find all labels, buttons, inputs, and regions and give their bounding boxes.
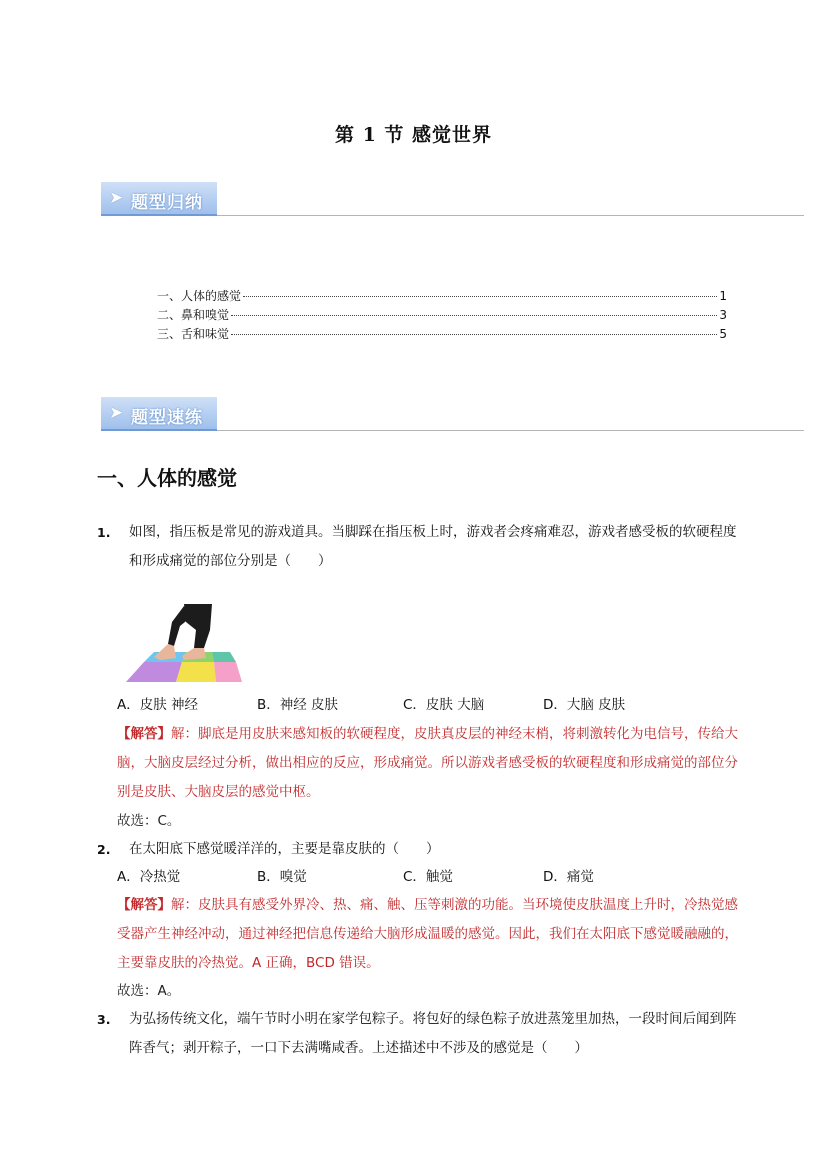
question-stem: 为弘扬传统文化，端午节时小明在家学包粽子。将包好的绿色粽子放进蒸笼里加热，一段时间后闻到阵阵香气；剥开粽子，一口下去满嘴咸香。上述描述中不涉及的感觉是（ ） bbox=[129, 1011, 737, 1056]
answer-text: 解：皮肤具有感受外界冷、热、痛、触、压等刺激的功能。当环境使皮肤温度上升时，冷热觉感受器产生神经冲动，通过神经把信息传递给大脑形成温暖的感觉。因此，我们在太阳底下感觉暖融融的，主要靠皮肤的冷热觉。A 正确，BCD 错误。 bbox=[117, 897, 738, 971]
option-b[interactable]: B．神经 皮肤 bbox=[257, 697, 339, 713]
arrow-right-icon: ➤ bbox=[109, 188, 124, 208]
banner-rule bbox=[217, 430, 804, 431]
question-3 bbox=[97, 1005, 737, 1063]
answer-text: 解：脚底是用皮肤来感知板的软硬程度，皮肤真皮层的神经末梢，将刺激转化为电信号，传给大脑，大脑皮层经过分析，做出相应的反应，形成痛觉。所以游戏者感受板的软硬程度和形成痛觉的部位分别是皮肤、大脑皮层的感觉中枢。 bbox=[117, 726, 738, 800]
toc-entry[interactable] bbox=[157, 306, 727, 325]
table-of-contents bbox=[157, 287, 727, 344]
answer-conclusion: 故选：C。 bbox=[117, 813, 181, 829]
toc-page: 5 bbox=[719, 327, 727, 341]
acupressure-mat-image bbox=[124, 602, 244, 684]
page-title: 第 1 节 感觉世界 bbox=[334, 124, 493, 146]
toc-page: 3 bbox=[719, 308, 727, 322]
answer-tag: 【解答】 bbox=[117, 726, 171, 742]
banner-rule bbox=[217, 215, 804, 216]
toc-leader bbox=[231, 315, 717, 316]
question-stem: 如图，指压板是常见的游戏道具。当脚踩在指压板上时，游戏者会疼痛难忍，游戏者感受板的软硬程度和形成痛觉的部位分别是（ ） bbox=[129, 524, 737, 569]
toc-entry[interactable] bbox=[157, 325, 727, 344]
question-stem: 在太阳底下感觉暖洋洋的，主要是靠皮肤的（ ） bbox=[129, 841, 440, 857]
toc-leader bbox=[231, 334, 717, 335]
question-number: 2. bbox=[97, 842, 111, 857]
banner-tag bbox=[101, 397, 217, 431]
option-c[interactable]: C．皮肤 大脑 bbox=[403, 697, 485, 713]
answer-conclusion: 故选：A。 bbox=[117, 983, 181, 999]
toc-leader bbox=[243, 296, 717, 297]
question-number: 3. bbox=[97, 1012, 111, 1027]
toc-label: 三、舌和味觉 bbox=[157, 327, 230, 341]
question-2 bbox=[97, 835, 737, 864]
answer-tag: 【解答】 bbox=[117, 897, 171, 913]
induction-banner bbox=[101, 182, 804, 216]
practice-banner bbox=[101, 397, 804, 431]
toc-label: 一、人体的感觉 bbox=[157, 289, 242, 303]
banner-label: 题型速练 bbox=[131, 408, 203, 428]
question-number: 1. bbox=[97, 525, 111, 540]
answer-explanation bbox=[117, 891, 741, 978]
option-d[interactable]: D．大脑 皮肤 bbox=[543, 697, 626, 713]
toc-entry[interactable] bbox=[157, 287, 727, 306]
toc-label: 二、鼻和嗅觉 bbox=[157, 308, 230, 322]
answer-explanation bbox=[117, 720, 741, 807]
option-a[interactable]: A．冷热觉 bbox=[117, 869, 181, 885]
option-b[interactable]: B．嗅觉 bbox=[257, 869, 307, 885]
option-c[interactable]: C．触觉 bbox=[403, 869, 453, 885]
question-1 bbox=[97, 518, 737, 576]
toc-page: 1 bbox=[719, 289, 727, 303]
banner-label: 题型归纳 bbox=[131, 193, 203, 213]
arrow-right-icon: ➤ bbox=[109, 403, 124, 423]
section-heading: 一、人体的感觉 bbox=[97, 466, 237, 490]
banner-tag bbox=[101, 182, 217, 216]
option-d[interactable]: D．痛觉 bbox=[543, 869, 594, 885]
option-a[interactable]: A．皮肤 神经 bbox=[117, 697, 199, 713]
